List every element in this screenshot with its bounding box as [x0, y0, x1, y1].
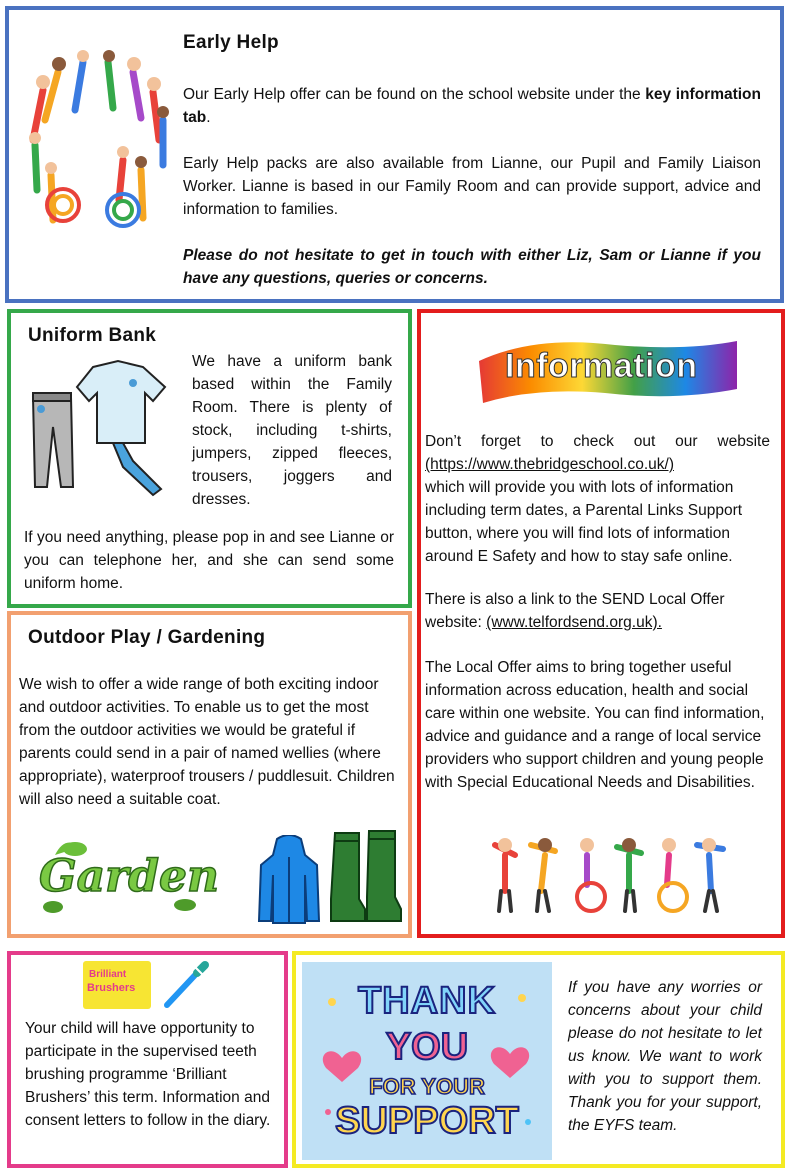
- information-banner: [475, 331, 741, 407]
- support-text: SUPPORT: [335, 1100, 519, 1142]
- for-your-text: FOR YOUR: [369, 1074, 485, 1099]
- brilliant-brushers-paragraph: Your child will have opportunity to participate in the supervised teeth brushing programme ‘Brilliant Brushers’ this term. Information and consent letters to follow in the diary.: [25, 1020, 271, 1129]
- early-help-section: [5, 6, 784, 303]
- thank-text: THANK: [358, 980, 496, 1022]
- uniform-bank-title: Uniform Bank: [28, 325, 157, 346]
- early-help-paragraph-3: Please do not hesitate to get in touch with either Liz, Sam or Lianne if you have any questions, queries or concerns.: [183, 247, 761, 287]
- information-section: [417, 309, 785, 938]
- uniform-bank-section: [7, 309, 412, 608]
- early-help-paragraph-2: Early Help packs are also available from Lianne, our Pupil and Family Liaison Worker. Lianne is based in our Family Room and can provide support, advice and information to families.: [183, 155, 761, 218]
- garden-logo: [35, 835, 220, 923]
- thank-you-image: [302, 962, 552, 1160]
- outdoor-play-paragraph: We wish to offer a wide range of both exciting indoor and outdoor activities. To enable us to get the most from the outdoor activities we would be grateful if parents could send in a pair of named wellies (where appropriate), waterproof trousers / puddlesuit. Children will also need a suitable coat.: [19, 676, 395, 808]
- children-row-image: [491, 825, 731, 917]
- thank-you-paragraph: If you have any worries or concerns about your child please do not hesitate to let us know. We want to work with you to support them. Thank you for your support, the EYFS team.: [568, 979, 762, 1134]
- brilliant-brushers-logo: Brilliant Brushers: [83, 961, 151, 1009]
- toothbrush-icon: [161, 961, 211, 1011]
- information-paragraph-2: There is also a link to the SEND Local Offer website: (www.telfordsend.org.uk).: [425, 591, 725, 631]
- outdoor-play-section: [7, 611, 412, 938]
- you-text: YOU: [385, 1026, 469, 1068]
- information-paragraph-1: Don’t forget to check out our website (https://www.thebridgeschool.co.uk/) which will provide you with lots of information including term dates, a Parental Links Support button, where you will find lots of information around E Safety and how to stay safe online.: [425, 433, 770, 565]
- outdoor-play-title: Outdoor Play / Gardening: [28, 627, 266, 648]
- brilliant-brushers-section: [7, 951, 288, 1168]
- children-circle-image: [23, 50, 173, 245]
- key-information-tab-text: key information tab: [183, 86, 761, 126]
- thank-you-section: [292, 951, 785, 1168]
- uniform-bank-paragraph-2: If you need anything, please pop in and see Lianne or you can telephone her, and she can send some uniform home.: [24, 529, 394, 592]
- uniform-bank-paragraph-1: We have a uniform bank based within the Family Room. There is plenty of stock, including t-shirts, jumpers, zipped fleeces, trousers, joggers and dresses.: [192, 353, 392, 508]
- early-help-paragraph-1: Our Early Help offer can be found on the school website under the key information tab.: [183, 86, 761, 126]
- wellies-image: [329, 829, 403, 925]
- information-paragraph-3: The Local Offer aims to bring together useful information across education, health and social care within one website. You can find information, advice and guidance and a range of local service providers who support children and young people with Special Educational Needs and Disabilities.: [425, 659, 765, 791]
- uniform-clothing-image: [23, 357, 183, 497]
- raincoat-image: [257, 835, 321, 927]
- school-website-link[interactable]: (https://www.thebridgeschool.co.uk/): [425, 456, 674, 473]
- information-banner-text: Information: [505, 347, 698, 385]
- send-local-offer-link[interactable]: (www.telfordsend.org.uk).: [486, 614, 662, 631]
- early-help-title: Early Help: [183, 32, 279, 53]
- garden-word: Garden: [39, 851, 220, 902]
